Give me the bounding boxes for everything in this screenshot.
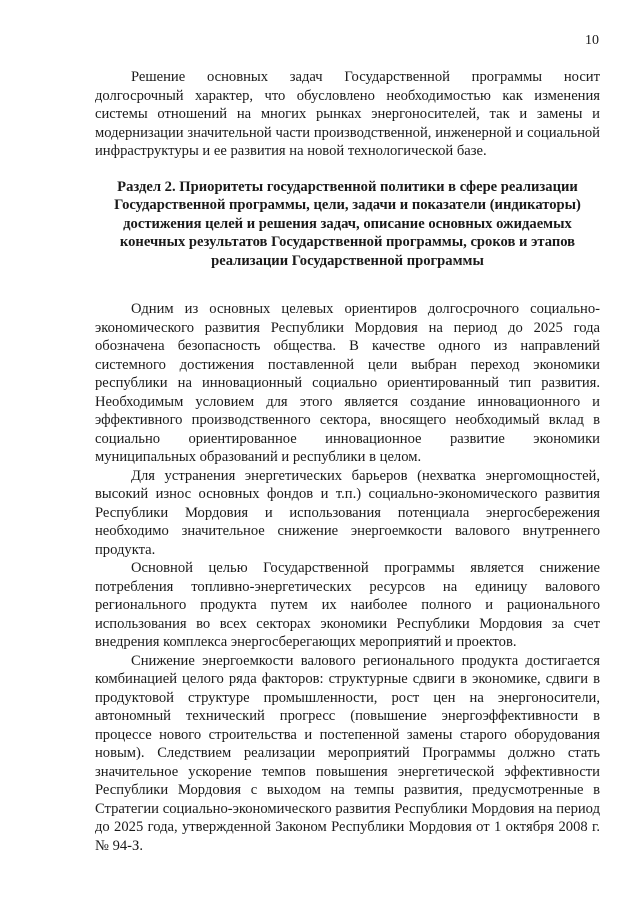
body-paragraph-3: Основной целью Государственной программы является снижение потребления топливно-энергетических ресурсов на единицу валового регионального продукта путем их наиболее полного и рационального использования во всех секторах экономики Республики Мордовия за счет внедрения комплекса энергосберегающих мероприятий и проектов. — [95, 560, 600, 650]
body-paragraph-2: Для устранения энергетических барьеров (нехватка энергомощностей, высокий износ основных фондов и т.п.) социально-экономического развития Республики Мордовия и использования потенциала энергосбережения необходимо значительное снижение энергоемкости валового внутреннего продукта. — [95, 467, 600, 558]
body-paragraph-4: Снижение энергоемкости валового регионального продукта достигается комбинацией целого ряда факторов: структурные сдвиги в экономике, сдвиги в продуктовой структуре промышленности, рост цен на энергоносители, автономный технический прогресс (повышение энергоэффективности в процессе нового строительства и постепенной замены старого оборудования новым). Следствием реализации мероприятий Программы должно стать значительное ускорение темпов повышения энергетической эффективности Республики Мордовия с выходом на темпы развития, предусмотренные в Стратегии социально-экономического развития Республики Мордовия на период до 2025 года, утвержденной Законом Республики Мордовия от 1 октября 2008 г. № 94-З. — [95, 652, 600, 854]
document-body — [95, 68, 600, 855]
body-paragraph-1: Одним из основных целевых ориентиров долгосрочного социально-экономического развития Республики Мордовия на период до 2025 года обозначена безопасность общества. В качестве одного из направлений системного достижения поставленной цели выбран переход экономики республики на инновационный социально ориентированный тип развития. Необходимым условием для этого является создание инновационного и эффективного производственного сектора, вносящего необходимый вклад в социально ориентированное инновационное развитие экономики муниципальных образований и республики в целом. — [95, 301, 600, 465]
section-heading: Раздел 2. Приоритеты государственной политики в сфере реализации Государственной программы, цели, задачи и показатели (индикаторы) достижения целей и решения задач, описание основных ожидаемых конечных результатов Государственной программы, сроков и этапов реализации Государственной программы — [114, 178, 581, 269]
page-number: 10 — [585, 33, 599, 48]
intro-paragraph: Решение основных задач Государственной программы носит долгосрочный характер, что обусловлено необходимостью как изменения системы отношений на многих рынках энергоносителей, так и замены и модернизации значительной части производственной, инженерной и социальной инфраструктуры и ее развития на новой технологической базе. — [95, 69, 600, 159]
